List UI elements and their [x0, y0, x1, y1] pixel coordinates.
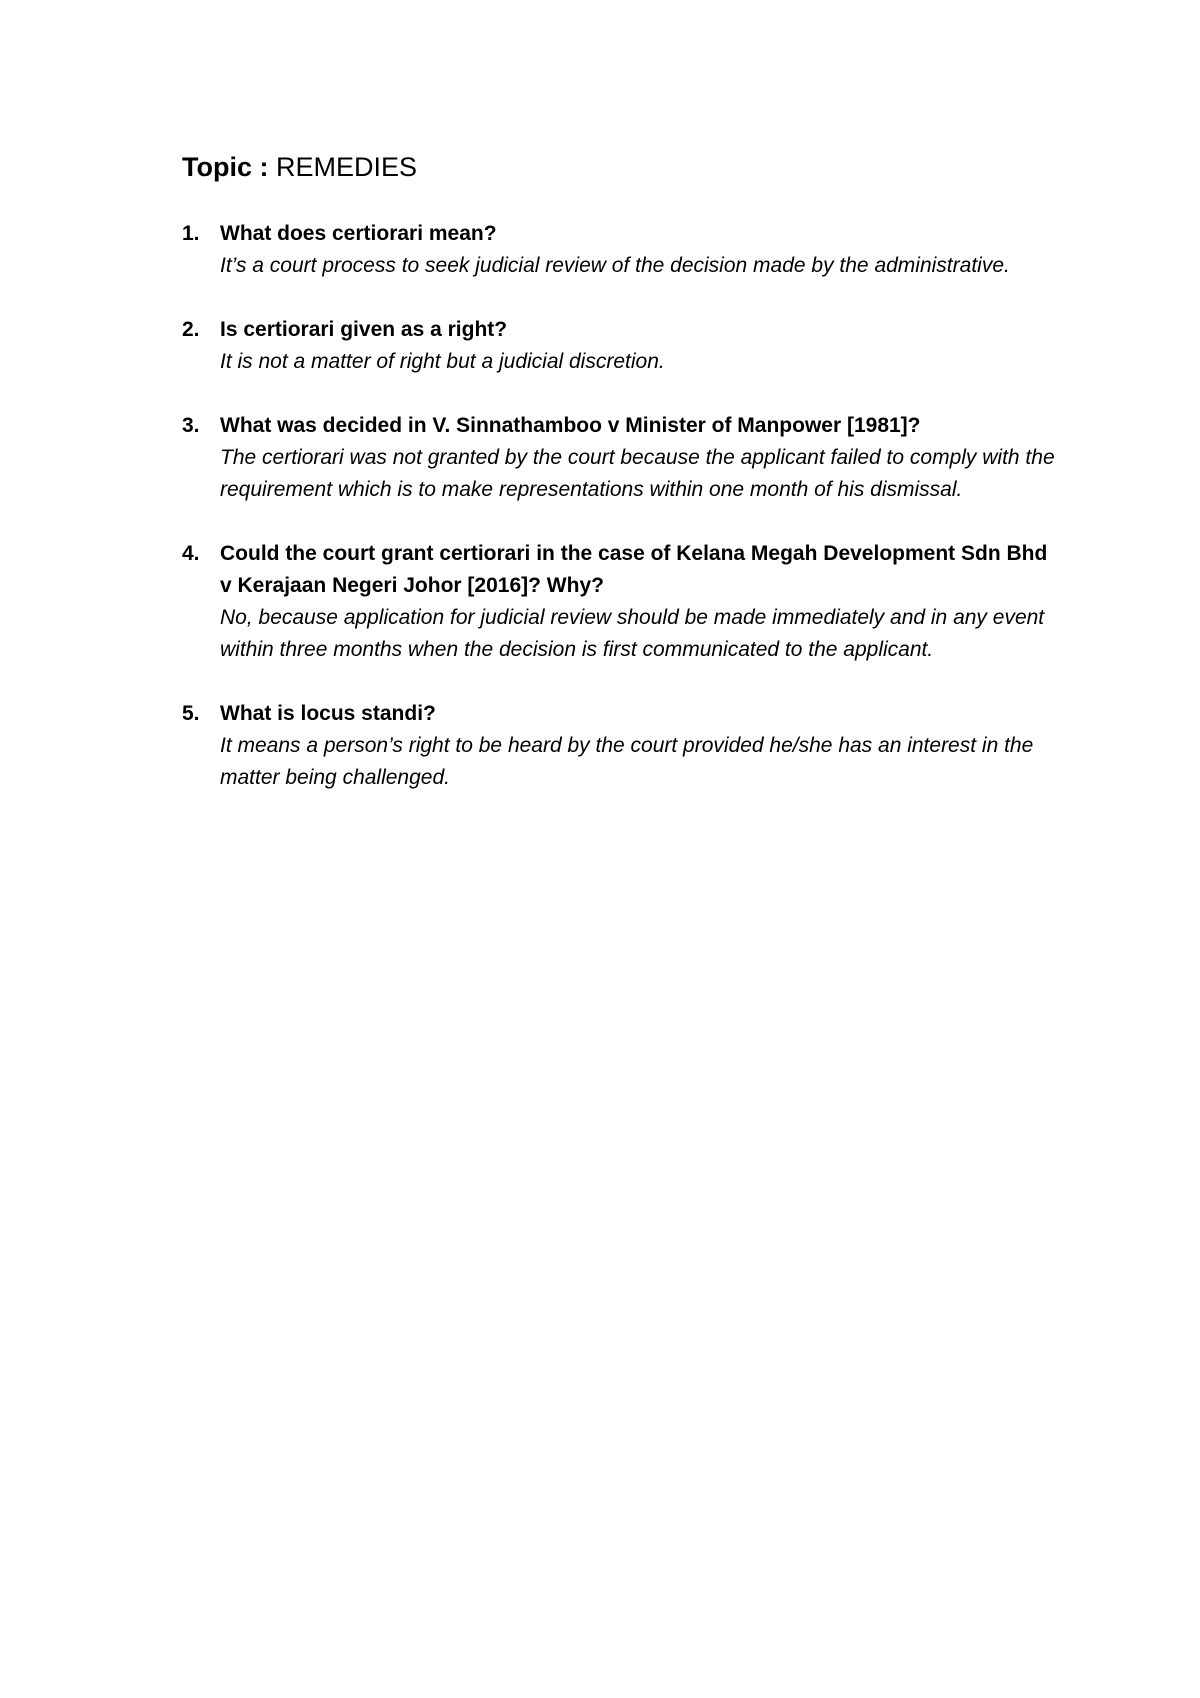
answer-text: It’s a court process to seek judicial review of the decision made by the administrative. [220, 254, 1010, 277]
question-item-2 [182, 314, 1062, 378]
topic-heading [182, 150, 417, 184]
question-number: 1. [182, 222, 200, 245]
question-item-1 [182, 218, 1062, 282]
answer-text: No, because application for judicial review should be made immediately and in any event within three months when the decision is first communicated to the applicant. [220, 606, 1045, 661]
answer-text: It means a person’s right to be heard by the court provided he/she has an interest in the matter being challenged. [220, 734, 1034, 789]
question-text: Could the court grant certiorari in the case of Kelana Megah Development Sdn Bhd v Kerajaan Negeri Johor [2016]? Why? [220, 542, 1048, 597]
question-text: What is locus standi? [220, 702, 436, 725]
topic-title: REMEDIES [276, 152, 418, 182]
question-number: 5. [182, 702, 200, 725]
question-number: 2. [182, 318, 200, 341]
question-text: What does certiorari mean? [220, 222, 497, 245]
question-text: Is certiorari given as a right? [220, 318, 508, 341]
question-text: What was decided in V. Sinnathamboo v Minister of Manpower [1981]? [220, 414, 921, 437]
question-item-3 [182, 410, 1062, 506]
question-number: 4. [182, 542, 200, 565]
answer-text: It is not a matter of right but a judicial discretion. [220, 350, 665, 373]
topic-label: Topic : [182, 152, 269, 182]
question-number: 3. [182, 414, 200, 437]
question-answer-list [182, 218, 1062, 826]
question-item-4 [182, 538, 1062, 666]
answer-text: The certiorari was not granted by the court because the applicant failed to comply with the requirement which is to make representations within one month of his dismissal. [220, 446, 1055, 501]
question-item-5 [182, 698, 1062, 794]
